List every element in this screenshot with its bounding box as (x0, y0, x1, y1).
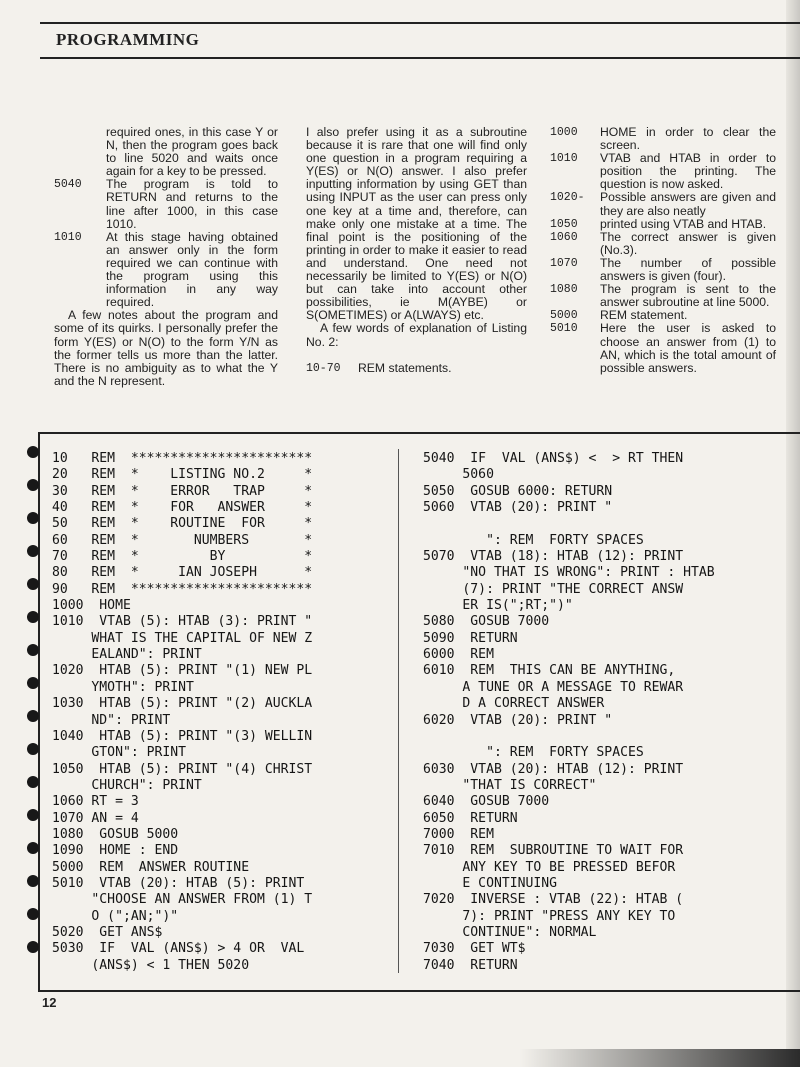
text-column-1 (54, 126, 278, 388)
list-item (550, 257, 776, 283)
page-bottom-shadow (520, 1049, 800, 1067)
paragraph: required ones, in this case Y or N, then the program goes back to line 5020 and waits once again for a key to be pressed. (106, 125, 278, 179)
line-number: 1080 (550, 283, 578, 297)
sprocket-hole-icon (27, 479, 39, 491)
sprocket-hole-icon (27, 644, 39, 656)
list-item-text: REM statement. (600, 308, 688, 323)
line-number: 1020- (550, 191, 585, 205)
list-item-text: The program is told to RETURN and returns to the line after 1000, in this case 1010. (106, 177, 278, 231)
line-number: 1060 (550, 230, 578, 244)
list-item-text: At this stage having obtained an answer only in the form required we can continue with the program using this information in any way required. (106, 229, 278, 310)
sprocket-hole-icon (27, 941, 39, 953)
list-item (54, 231, 278, 310)
list-item-text: printed using VTAB and HTAB. (600, 216, 767, 231)
listing-divider (398, 449, 399, 973)
sprocket-hole-icon (27, 809, 39, 821)
paragraph: A few words of explanation of Listing No. 2: (306, 321, 527, 349)
list-item-text: The correct answer is given (No.3). (600, 229, 776, 257)
text-column-3 (550, 126, 776, 375)
code-listing-left: 10 REM *********************** 20 REM * LISTING NO.2 * 30 REM * ERROR TRAP * 40 REM * FOR ANSWER * 50 REM * ROUTINE FOR * 60 REM * NUMBERS * 70 REM * BY * 80 REM * IAN JOSEPH * 90 REM *********************** 1000 HOME 1010 VTAB (5): HTAB (3): PRINT " WHAT IS THE CAPITAL OF NEW Z EALAND": PRINT 1020 HTAB (5): PRINT "(1) NEW PL YMOTH": PRINT 1030 HTAB (5): PRINT "(2) AUCKLA ND": PRINT 1040 HTAB (5): PRINT "(3) WELLIN GTON": PRINT 1050 HTAB (5): PRINT "(4) CHRIST CHURCH": PRINT 1060 RT = 3 1070 AN = 4 1080 GOSUB 5000 1090 HOME : END 5000 REM ANSWER ROUTINE 5010 VTAB (20): HTAB (5): PRINT "CHOOSE AN ANSWER FROM (1) T O (";AN;")" 5020 GET ANS$ 5030 IF VAL (ANS$) > 4 OR VAL (ANS$) < 1 THEN 5020 (52, 451, 313, 973)
page-number: 12 (42, 995, 57, 1010)
sprocket-hole-icon (27, 743, 39, 755)
sprocket-hole-icon (27, 776, 39, 788)
list-item-text: REM statements. (358, 360, 452, 375)
sprocket-hole-icon (27, 908, 39, 920)
list-item (550, 231, 776, 257)
top-rule (40, 22, 800, 24)
list-item (550, 152, 776, 191)
line-number: 5010 (550, 322, 578, 336)
list-item-text: Here the user is asked to choose an answer from (1) to AN, which is the total amount of possible answers. (600, 321, 776, 375)
header-rule (40, 57, 800, 59)
sprocket-hole-icon (27, 446, 39, 458)
line-number: 5040 (54, 178, 82, 192)
list-item-text: Possible answers are given and they are also neatly (600, 190, 776, 218)
line-number: 1010 (54, 230, 82, 244)
list-item (306, 362, 527, 375)
list-item (550, 218, 776, 231)
line-number: 1010 (550, 152, 578, 166)
list-item-text: The program is sent to the answer subroutine at line 5000. (600, 282, 776, 310)
sprocket-hole-icon (27, 611, 39, 623)
sprocket-hole-icon (27, 578, 39, 590)
sprocket-hole-icon (27, 545, 39, 557)
list-item-text: VTAB and HTAB in order to position the printing. The question is now asked. (600, 151, 776, 192)
sprocket-hole-icon (27, 512, 39, 524)
list-item (550, 126, 776, 152)
printout-holes (27, 440, 41, 980)
line-number: 5000 (550, 309, 578, 323)
list-item (54, 178, 278, 230)
list-item (550, 283, 776, 309)
section-title: PROGRAMMING (56, 30, 200, 49)
list-item-text: HOME in order to clear the screen. (600, 125, 776, 153)
list-item (550, 322, 776, 374)
sprocket-hole-icon (27, 842, 39, 854)
sprocket-hole-icon (27, 677, 39, 689)
sprocket-hole-icon (27, 710, 39, 722)
line-number: 1050 (550, 217, 578, 231)
list-item (550, 191, 776, 217)
line-number: 1070 (550, 256, 578, 270)
paragraph: I also prefer using it as a subroutine because it is rare that one will find only one question in a program requiring a Y(ES) or N(O) answer. I also prefer inputting information by using GET than using INPUT as the user can press only one key at a time and, therefore, can make only one mistake at a time. The final point is the positioning of the printing in order to make it easier to read and understand. One need not necessarily be limited to Y(ES) or N(O) but can take into account other possibilities, ie M(AYBE) or S(OMETIMES) or A(LWAYS) etc. (306, 125, 527, 323)
paragraph: A few notes about the program and some of its quirks. I personally prefer the form Y(ES) or N(O) to the form Y/N as the former tells us more than the latter. There is no ambiguity as to what the Y and the N represent. (54, 308, 278, 388)
sprocket-hole-icon (27, 875, 39, 887)
list-item-text: The number of possible answers is given (four). (600, 255, 776, 284)
line-number: 10-70 (306, 361, 341, 375)
line-number: 1000 (550, 126, 578, 139)
code-listing-right: 5040 IF VAL (ANS$) < > RT THEN 5060 5050 GOSUB 6000: RETURN 5060 VTAB (20): PRINT " ": REM FORTY SPACES 5070 VTAB (18): HTAB (12): PRINT "NO THAT IS WRONG": PRINT : HTAB (7): PRINT "THE CORRECT ANSW ER IS(";RT;")" 5080 GOSUB 7000 5090 RETURN 6000 REM 6010 REM THIS CAN BE ANYTHING, A TUNE OR A MESSAGE TO REWAR D A CORRECT ANSWER 6020 VTAB (20): PRINT " ": REM FORTY SPACES 6030 VTAB (20): HTAB (12): PRINT "THAT IS CORRECT" 6040 GOSUB 7000 6050 RETURN 7000 REM 7010 REM SUBROUTINE TO WAIT FOR ANY KEY TO BE PRESSED BEFOR E CONTINUING 7020 INVERSE : VTAB (22): HTAB ( 7): PRINT "PRESS ANY KEY TO CONTINUE": NORMAL 7030 GET WT$ 7040 RETURN (423, 451, 715, 973)
text-column-2 (306, 126, 527, 375)
